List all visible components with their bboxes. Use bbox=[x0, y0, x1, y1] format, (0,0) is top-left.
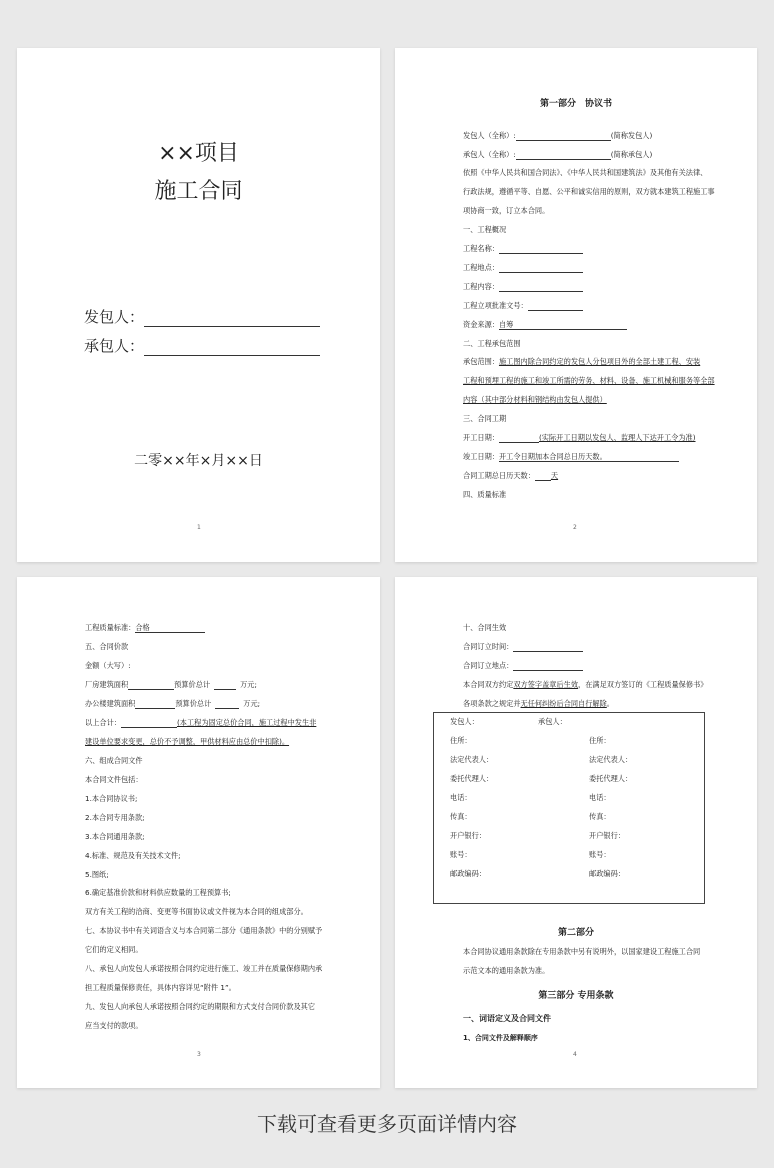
box-left-field: 住所： bbox=[450, 736, 472, 745]
box-right-field: 住所： bbox=[589, 736, 611, 745]
page-3-contract bbox=[17, 577, 380, 1088]
doc-item: 3.本合同通用条款; bbox=[85, 832, 145, 841]
clause-line: 应当支付的款项。 bbox=[85, 1021, 143, 1030]
field-row bbox=[463, 244, 583, 254]
total-note: (本工程为固定总价合同，施工过程中发生非 bbox=[176, 718, 317, 727]
blank bbox=[528, 301, 583, 311]
blank bbox=[535, 471, 551, 481]
box-right-field: 账号： bbox=[589, 850, 611, 859]
field-label: 合同订立地点： bbox=[463, 661, 514, 670]
intro-line: 行政法规，遵循平等、自愿、公平和诚实信用的原则，双方就本建筑工程施工事 bbox=[463, 187, 715, 196]
field-label: 合同工期总日历天数： bbox=[463, 471, 535, 480]
total-note-cont: 建设单位要求变更，总价不予调整，甲供材料应由总价中扣除)。 bbox=[85, 737, 290, 746]
field-label: 以上合计： bbox=[85, 718, 121, 727]
cover-contractor-blank bbox=[144, 337, 320, 356]
contractor-label: 承包人（全称）: bbox=[463, 150, 516, 159]
box-employer: 发包人： bbox=[450, 717, 479, 726]
field-label: 工程内容： bbox=[463, 282, 499, 291]
finish-date-row bbox=[463, 452, 679, 462]
scope-line: 工程和预埋工程的施工和竣工所需的劳务、材料、设备、施工机械和服务等全部 bbox=[463, 376, 715, 385]
field-row bbox=[463, 301, 583, 311]
subsection-heading: 三、合同工期 bbox=[463, 414, 507, 423]
part3-title: 第三部分 专用条款 bbox=[538, 991, 614, 1001]
doc-item: 5.图纸; bbox=[85, 870, 109, 879]
effect-line bbox=[463, 699, 614, 708]
clause-line: 八、承包人向发包人承诺按照合同约定进行施工、竣工并在质量保修期内承 bbox=[85, 964, 323, 973]
clause-line: 它们的定义相同。 bbox=[85, 945, 143, 954]
cover-contractor-row bbox=[84, 335, 320, 356]
blank bbox=[128, 680, 174, 690]
cover-date: 二零××年×月××日 bbox=[134, 453, 263, 469]
doc-item: 6.确定基准价款和材料供应数量的工程预算书; bbox=[85, 888, 231, 897]
field-label: 办公楼建筑面积 bbox=[85, 699, 136, 708]
box-left-field: 电话： bbox=[450, 793, 472, 802]
page-number: 1 bbox=[197, 524, 201, 531]
intro-line: 项协商一致，订立本合同。 bbox=[463, 206, 550, 215]
subsection-heading: 六、组成合同文件 bbox=[85, 756, 143, 765]
text-underlined: 双方签字盖章后生效 bbox=[513, 680, 579, 689]
employer-note: (简称发包人) bbox=[610, 131, 653, 140]
page-4-contract bbox=[395, 577, 757, 1088]
part3-section: 一、词语定义及合同文件 bbox=[463, 1014, 551, 1023]
box-left-field: 账号： bbox=[450, 850, 472, 859]
blank bbox=[516, 131, 611, 141]
box-left-field: 开户银行： bbox=[450, 831, 486, 840]
effect-line bbox=[463, 680, 707, 689]
total-row bbox=[85, 718, 316, 728]
part2-text: 本合同协议通用条款除在专用条款中另有说明外，以国家建设工程施工合同 bbox=[463, 947, 701, 956]
blank bbox=[499, 244, 583, 254]
sign-place-row bbox=[463, 661, 583, 671]
cover-employer-blank bbox=[144, 308, 320, 327]
cover-title-line1: ××项目 bbox=[158, 141, 239, 166]
page-1-cover bbox=[17, 48, 380, 562]
contractor-note: (简称承包人) bbox=[610, 150, 653, 159]
box-left-field: 法定代表人： bbox=[450, 755, 494, 764]
docs-intro: 本合同文件包括： bbox=[85, 775, 143, 784]
doc-item: 1.本合同协议书; bbox=[85, 794, 138, 803]
text: 本合同双方约定 bbox=[463, 680, 514, 689]
field-label: 预算价总计 bbox=[174, 680, 211, 689]
docs-note: 双方有关工程的洽商、变更等书面协议或文件视为本合同的组成部分。 bbox=[85, 907, 308, 916]
blank bbox=[499, 263, 583, 273]
start-date-row bbox=[463, 433, 696, 443]
field-label: 工程立项批准文号： bbox=[463, 301, 528, 310]
field-label: 开工日期： bbox=[463, 433, 499, 442]
box-right-field: 传真： bbox=[589, 812, 611, 821]
text-underlined: 无任何纠纷后合同自行解除 bbox=[520, 699, 607, 708]
blank bbox=[214, 680, 236, 690]
page-number: 3 bbox=[197, 1051, 201, 1058]
field-row bbox=[463, 263, 583, 273]
field-label: 承包范围： bbox=[463, 357, 499, 366]
signature-box bbox=[433, 712, 705, 904]
days-unit: 天 bbox=[550, 471, 559, 480]
doc-item: 2.本合同专用条款; bbox=[85, 813, 145, 822]
download-footer-text: 下载可查看更多页面详情内容 bbox=[257, 1112, 517, 1136]
clause-line: 九、发包人向承包人承诺按照合同约定的期限和方式支付合同价款及其它 bbox=[85, 1002, 316, 1011]
field-label: 工程质量标准： bbox=[85, 623, 136, 632]
text: 。 bbox=[606, 699, 614, 708]
subsection-heading: 五、合同价款 bbox=[85, 642, 129, 651]
cover-employer-row bbox=[84, 306, 320, 327]
unit-label: 万元; bbox=[243, 699, 261, 708]
finish-text: 开工令日期加本合同总日历天数。 bbox=[499, 452, 679, 462]
factory-row bbox=[85, 680, 257, 690]
subsection-heading: 二、工程承包范围 bbox=[463, 339, 521, 348]
clause-line: 七、本协议书中有关词语含义与本合同第二部分《通用条款》中的分别赋予 bbox=[85, 926, 323, 935]
field-label: 厂房建筑面积 bbox=[85, 680, 129, 689]
field-label: 竣工日期： bbox=[463, 452, 499, 461]
field-label: 工程名称： bbox=[463, 244, 499, 253]
subsection-heading: 十、合同生效 bbox=[463, 623, 507, 632]
box-right-field: 邮政编码： bbox=[589, 869, 625, 878]
cover-contractor-label: 承包人： bbox=[84, 337, 145, 355]
unit-label: 万元; bbox=[240, 680, 257, 689]
field-label: 预算价总计 bbox=[175, 699, 212, 708]
days-row bbox=[463, 471, 558, 481]
box-left-field: 传真： bbox=[450, 812, 472, 821]
part2-title: 第二部分 bbox=[557, 928, 594, 938]
text: ，在满足双方签订的《工程质量保修书》 bbox=[578, 680, 708, 689]
box-right-field: 电话： bbox=[589, 793, 611, 802]
scope-line: 内容（其中部分材料和钢结构由发包人提供） bbox=[463, 395, 607, 404]
text: 各项条款之规定并 bbox=[463, 699, 521, 708]
scope-line bbox=[463, 357, 700, 366]
subsection-heading: 四、质量标准 bbox=[463, 490, 507, 499]
field-value: 合格 bbox=[135, 623, 205, 633]
page-number: 2 bbox=[573, 524, 577, 531]
blank bbox=[513, 642, 583, 652]
field-label: 工程地点： bbox=[463, 263, 499, 272]
blank bbox=[215, 699, 239, 709]
blank bbox=[135, 699, 175, 709]
amount-label: 金额（大写）: bbox=[85, 661, 131, 670]
start-note: (实际开工日期以发包人、监理人下达开工令为准) bbox=[538, 433, 696, 442]
office-row bbox=[85, 699, 260, 709]
clause-line: 担工程质量保修责任，具体内容详见“附件 1”。 bbox=[85, 983, 236, 992]
contractor-row bbox=[463, 150, 652, 160]
field-row bbox=[463, 282, 583, 292]
part3-subsection: 1、合同文件及解释顺序 bbox=[463, 1034, 538, 1042]
employer-label: 发包人（全称）: bbox=[463, 131, 516, 140]
blank bbox=[121, 718, 177, 728]
page-number: 4 bbox=[573, 1051, 577, 1058]
subsection-heading: 一、工程概况 bbox=[463, 225, 507, 234]
blank bbox=[499, 433, 539, 443]
box-right-field: 开户银行： bbox=[589, 831, 625, 840]
blank bbox=[513, 661, 583, 671]
field-label: 合同订立时间： bbox=[463, 642, 514, 651]
cover-title-line2: 施工合同 bbox=[154, 179, 243, 204]
cover-employer-label: 发包人： bbox=[84, 308, 145, 326]
field-row bbox=[463, 320, 627, 330]
part2-text: 示范文本的通用条款为准。 bbox=[463, 966, 550, 975]
box-left-field: 邮政编码： bbox=[450, 869, 486, 878]
blank bbox=[516, 150, 611, 160]
box-right-field: 委托代理人： bbox=[589, 774, 633, 783]
box-left-field: 委托代理人： bbox=[450, 774, 494, 783]
sign-time-row bbox=[463, 642, 583, 652]
box-contractor: 承包人： bbox=[538, 717, 567, 726]
doc-item: 4.标准、规范及有关技术文件; bbox=[85, 851, 181, 860]
box-right-field: 法定代表人： bbox=[589, 755, 633, 764]
page-2-agreement bbox=[395, 48, 757, 562]
employer-row bbox=[463, 131, 652, 141]
scope-text: 施工图内除合同约定的发包人分包项目外的全部土建工程、安装 bbox=[498, 357, 701, 366]
quality-row bbox=[85, 623, 205, 633]
section-heading: 第一部分 协议书 bbox=[539, 99, 612, 109]
blank bbox=[499, 282, 583, 292]
field-label: 资金来源： bbox=[463, 320, 499, 329]
field-value: 自筹 bbox=[499, 320, 627, 330]
intro-line: 依照《中华人民共和国合同法》、《中华人民共和国建筑法》及其他有关法律、 bbox=[463, 168, 708, 177]
